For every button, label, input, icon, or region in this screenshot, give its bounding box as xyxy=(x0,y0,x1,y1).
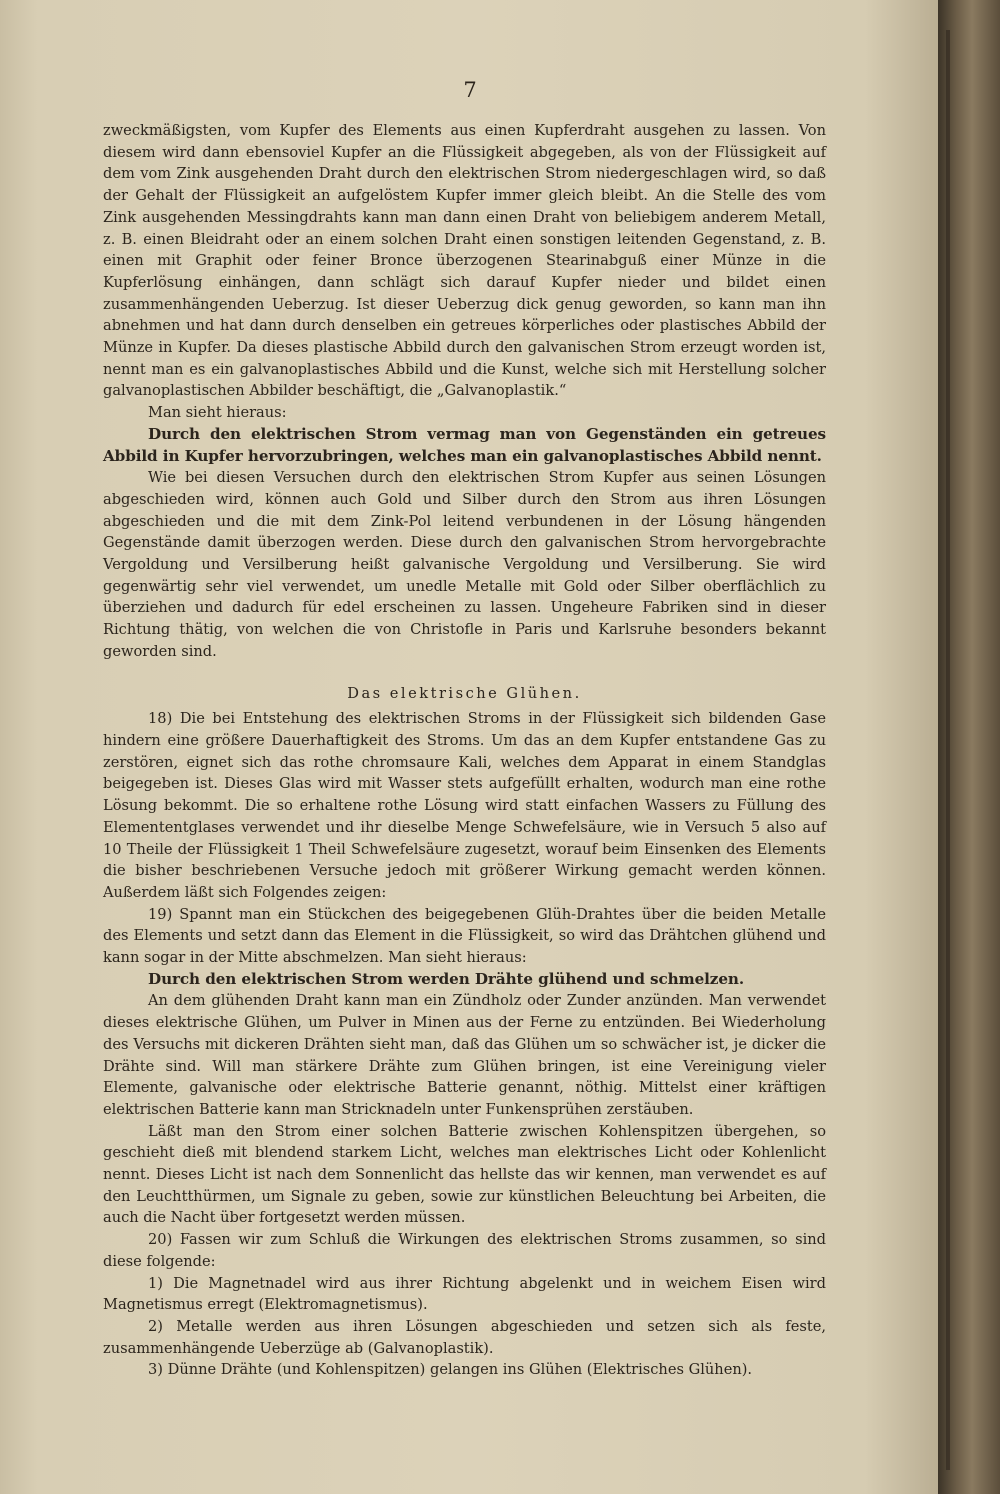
list-item-3: 3) Dünne Drähte (und Kohlenspitzen) gelangen ins Glühen (Elektrisches Glühen). xyxy=(148,1361,753,1379)
bold-statement-1: Durch den elektrischen Strom vermag man von Gegenständen ein getreues Abbild in Kupfer hervorzubringen, welches man ein galvanoplastisches Abbild nennt. xyxy=(103,424,826,465)
paragraph-19: 19) Spannt man ein Stückchen des beigegebenen Glüh-Drahtes über die beiden Metalle des Elements und setzt dann das Element in die Flüssigkeit, so wird das Drähtchen glühend und kann sogar in der Mitte abschmelzen. Man sieht hieraus: xyxy=(103,905,826,967)
paragraph-18: 18) Die bei Entstehung des elektrischen Stroms in der Flüssigkeit sich bildenden Gase hindern eine größere Dauerhaftigkeit des Stroms. Um das an dem Kupfer entstandene Gas zu zerstören, eignet sich das rothe chromsaure Kali, welches dem Apparat in einem Standglas beigegeben ist. Dieses Glas wird mit Wasser stets aufgefüllt erhalten, wodurch man eine rothe Lösung bekommt. Die so erhaltene rothe Lösung wird statt einfachen Wassers zu Füllung des Elemententglases verwendet und ihr dieselbe Menge Schwefelsäure, wie in Versuch 5 also auf 10 Theile der Flüssigkeit 1 Theil Schwefelsäure zugesetzt, worauf beim Einsenken des Elements die bisher beschriebenen Versuche jedoch mit größerer Wirkung gemacht werden können. Außerdem läßt sich Folgendes zeigen: xyxy=(103,710,826,901)
section-heading: Das elektrische Glühen. xyxy=(347,684,582,702)
paragraph-1: zweckmäßigsten, vom Kupfer des Elements aus einen Kupferdraht ausgehen zu lassen. Von diesem wird dann ebensoviel Kupfer an die Flüssigkeit abgegeben, als von der Flüssigkeit auf dem vom Zink ausgehenden Draht durch den elektrischen Strom niedergeschlagen wird, so daß der Gehalt der Flüssigkeit an aufgelöstem Kupfer immer gleich bleibt. An die Stelle des vom Zink ausgehenden Messingdrahts kann man dann einen Draht von beliebigem anderem Metall, z. B. einen Bleidraht oder an einem solchen Draht einen sonstigen leitenden Gegenstand, z. B. einen mit Graphit oder feiner Bronce überzogenen Stearinabguß einer Münze in die Kupferlösung einhängen, dann schlägt sich darauf Kupfer nieder und bildet einen zusammenhängenden Ueberzug. Ist dieser Ueberzug dick genug geworden, so kann man ihn abnehmen und hat dann durch denselben ein getreues körperliches oder plastisches Abbild der Münze in Kupfer. Da dieses plastische Abbild durch den galvanischen Strom erzeugt worden ist, nennt man es ein galvanoplastisches Abbild und die Kunst, welche sich mit Herstellung solcher galvanoplastischen Abbilder beschäftigt, die „Galvanoplastik.“ xyxy=(103,122,826,400)
paragraph-2: Man sieht hieraus: xyxy=(148,404,287,422)
list-item-1: 1) Die Magnetnadel wird aus ihrer Richtung abgelenkt und in weichem Eisen wird Magnetismus erregt (Elektromagnetismus). xyxy=(103,1274,826,1314)
page-number: 7 xyxy=(463,78,477,102)
body-text xyxy=(103,120,826,1381)
bold-statement-2: Durch den elektrischen Strom werden Drähte glühend und schmelzen. xyxy=(148,969,745,988)
list-item-2: 2) Metalle werden aus ihren Lösungen abgeschieden und setzen sich als feste, zusammenhängende Ueberzüge ab (Galvanoplastik). xyxy=(103,1317,826,1357)
paragraph-light: Läßt man den Strom einer solchen Batterie zwischen Kohlenspitzen übergehen, so geschieht dieß mit blendend starkem Licht, welches man elektrisches Licht oder Kohlenlicht nennt. Dieses Licht ist nach dem Sonnenlicht das hellste das wir kennen, man verwendet es auf den Leuchtthürmen, um Signale zu geben, sowie zur künstlichen Beleuchtung bei Arbeiten, die auch die Nacht über fortgesetzt werden müssen. xyxy=(103,1122,826,1227)
paragraph-glow: An dem glühenden Draht kann man ein Zündholz oder Zunder anzünden. Man verwendet dieses elektrische Glühen, um Pulver in Minen aus der Ferne zu entzünden. Bei Wiederholung des Versuchs mit dickeren Drähten sieht man, daß das Glühen um so schwächer ist, je dicker die Drähte sind. Will man stärkere Drähte zum Glühen bringen, ist eine Vereinigung vieler Elemente, galvanische oder elektrische Batterie genannt, nöthig. Mittelst einer kräftigen elektrischen Batterie kann man Stricknadeln unter Funkensprühen zerstäuben. xyxy=(103,992,826,1118)
paragraph-4: Wie bei diesen Versuchen durch den elektrischen Strom Kupfer aus seinen Lösungen abgeschieden wird, können auch Gold und Silber durch den Strom aus ihren Lösungen abgeschieden und die mit dem Zink-Pol leitend verbundenen in der Lösung hängenden Gegenstände damit überzogen werden. Diese durch den galvanischen Strom hervorgebrachte Vergoldung und Versilberung heißt galvanische Vergoldung und Versilberung. Sie wird gegenwärtig sehr viel verwendet, um unedle Metalle mit Gold oder Silber oberflächlich zu überziehen und dadurch für edel erscheinen zu lassen. Ungeheure Fabriken sind in dieser Richtung thätig, von welchen die von Christofle in Paris und Karlsruhe besonders bekannt geworden sind. xyxy=(103,469,826,660)
paragraph-20: 20) Fassen wir zum Schluß die Wirkungen des elektrischen Stroms zusammen, so sind diese folgende: xyxy=(103,1231,826,1270)
book-binding-edge xyxy=(938,0,1000,1494)
